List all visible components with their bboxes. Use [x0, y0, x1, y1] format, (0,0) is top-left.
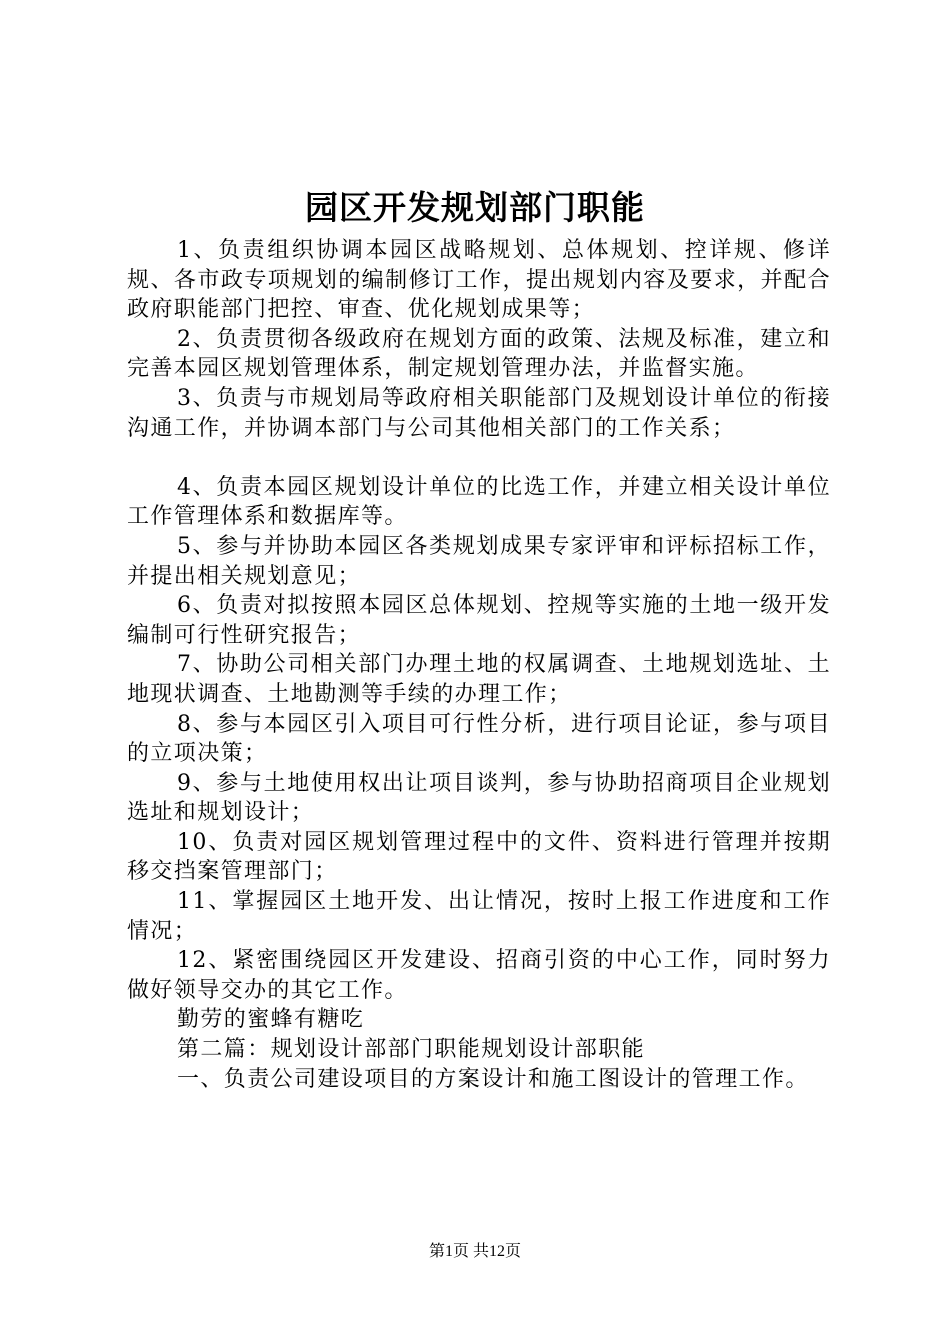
document-body	[127, 236, 831, 1094]
paragraph-6: 6、负责对拟按照本园区总体规划、控规等实施的土地一级开发编制可行性研究报告；	[127, 593, 831, 648]
paragraph-5: 5、参与并协助本园区各类规划成果专家评审和评标招标工作，并提出相关规划意见；	[127, 533, 831, 589]
paragraph-4: 4、负责本园区规划设计单位的比选工作，并建立相关设计单位工作管理体系和数据库等。	[127, 474, 831, 530]
paragraph-11: 11、掌握园区土地开发、出让情况，按时上报工作进度和工作情况；	[127, 889, 831, 944]
page-number: 第1页 共12页	[428, 1243, 521, 1260]
document-title: 园区开发规划部门职能	[305, 188, 645, 227]
paragraph-10: 10、负责对园区规划管理过程中的文件、资料进行管理并按期移交挡案管理部门；	[127, 829, 831, 885]
paragraph-note: 勤劳的蜜蜂有糖吃	[177, 1007, 365, 1033]
paragraph-1: 1、负责组织协调本园区战略规划、总体规划、控详规、修详规、各市政专项规划的编制修订工作，提出规划内容及要求，并配合政府职能部门把控、审查、优化规划成果等；	[127, 238, 831, 323]
paragraph-3: 3、负责与市规划局等政府相关职能部门及规划设计单位的衔接沟通工作，并协调本部门与公司其他相关部门的工作关系；	[127, 385, 831, 441]
paragraph-12: 12、紧密围绕园区开发建设、招商引资的中心工作，同时努力做好领导交办的其它工作。	[127, 948, 831, 1003]
paragraph-section2-1: 一、负责公司建设项目的方案设计和施工图设计的管理工作。	[177, 1066, 809, 1092]
paragraph-8: 8、参与本园区引入项目可行性分析，进行项目论证，参与项目的立项决策；	[127, 711, 831, 767]
paragraph-2: 2、负责贯彻各级政府在规划方面的政策、法规及标准，建立和完善本园区规划管理体系，制定规划管理办法，并监督实施。	[127, 326, 831, 382]
section-heading: 第二篇：规划设计部部门职能规划设计部职能	[177, 1037, 646, 1063]
paragraph-9: 9、参与土地使用权出让项目谈判，参与协助招商项目企业规划选址和规划设计；	[127, 770, 831, 826]
paragraph-7: 7、协助公司相关部门办理土地的权属调查、土地规划选址、土地现状调查、土地勘测等手续的办理工作；	[127, 652, 831, 707]
